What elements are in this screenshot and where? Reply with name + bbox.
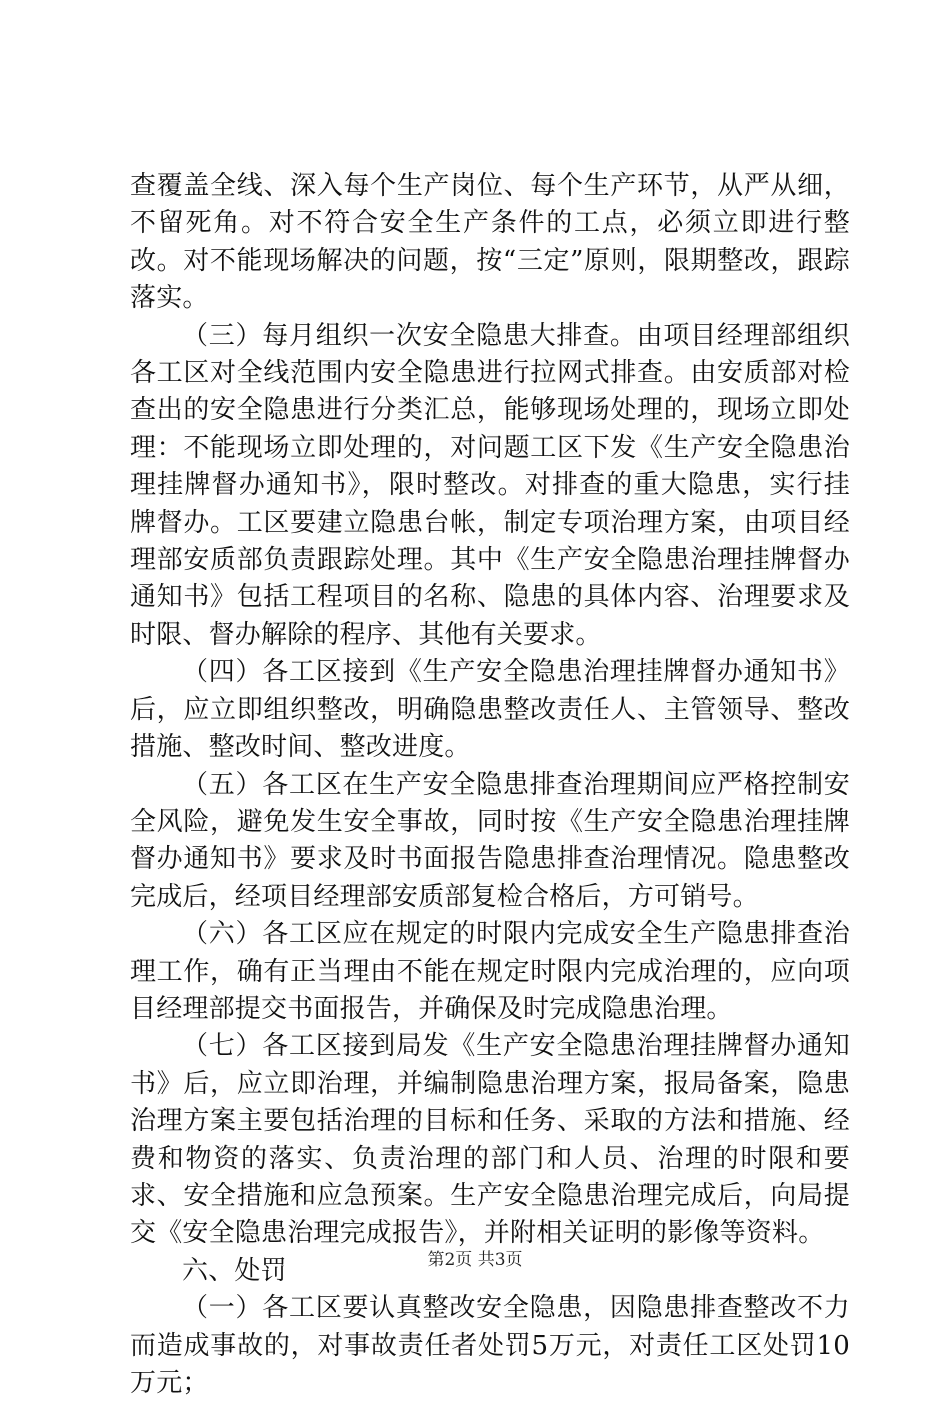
page-number-footer: 第2页 共3页 [427, 1250, 523, 1270]
paragraph-penalty-1: （一）各工区要认真整改安全隐患，因隐患排查整改不力而造成事故的，对事故责任者处罚5万元，对责任工区处罚10万元； [130, 1293, 850, 1398]
paragraph-item-6: （六）各工区应在规定的时限内完成安全生产隐患排查治理工作，确有正当理由不能在规定时限内完成治理的，应向项目经理部提交书面报告，并确保及时完成隐患治理。 [130, 919, 850, 1024]
paragraph-item-7: （七）各工区接到局发《生产安全隐患治理挂牌督办通知书》后，应立即治理，并编制隐患治理方案，报局备案，隐患治理方案主要包括治理的目标和任务、采取的方法和措施、经费和物资的落实、负责治理的部门和人员、治理的时限和要求、安全措施和应急预案。生产安全隐患治理完成后，向局提交《安全隐患治理完成报告》，并附相关证明的影像等资料。 [130, 1031, 850, 1249]
paragraph-item-4: （四）各工区接到《生产安全隐患治理挂牌督办通知书》后，应立即组织整改，明确隐患整改责任人、主管领导、整改措施、整改时间、整改进度。 [130, 657, 850, 763]
document-body [130, 168, 850, 1402]
paragraph-item-3: （三）每月组织一次安全隐患大排查。由项目经理部组织各工区对全线范围内安全隐患进行拉网式排查。由安质部对检查出的安全隐患进行分类汇总，能够现场处理的，现场立即处理：不能现场立即处理的，对问题工区下发《生产安全隐患治理挂牌督办通知书》，限时整改。对排查的重大隐患，实行挂牌督办。工区要建立隐患台帐，制定专项治理方案，由项目经理部安质部负责跟踪处理。其中《生产安全隐患治理挂牌督办通知书》包括工程项目的名称、隐患的具体内容、治理要求及时限、督办解除的程序、其他有关要求。 [130, 320, 850, 650]
section-heading-penalties: 六、处罚 [182, 1255, 287, 1286]
paragraph-item-5: （五）各工区在生产安全隐患排查治理期间应严格控制安全风险，避免发生安全事故，同时按《生产安全隐患治理挂牌督办通知书》要求及时书面报告隐患排查治理情况。隐患整改完成后，经项目经理部安质部复检合格后，方可销号。 [130, 769, 850, 912]
paragraph-continuation: 查覆盖全线、深入每个生产岗位、每个生产环节，从严从细，不留死角。对不符合安全生产条件的工点，必须立即进行整改。对不能现场解决的问题，按“三定”原则，限期整改，跟踪落实。 [130, 171, 850, 314]
